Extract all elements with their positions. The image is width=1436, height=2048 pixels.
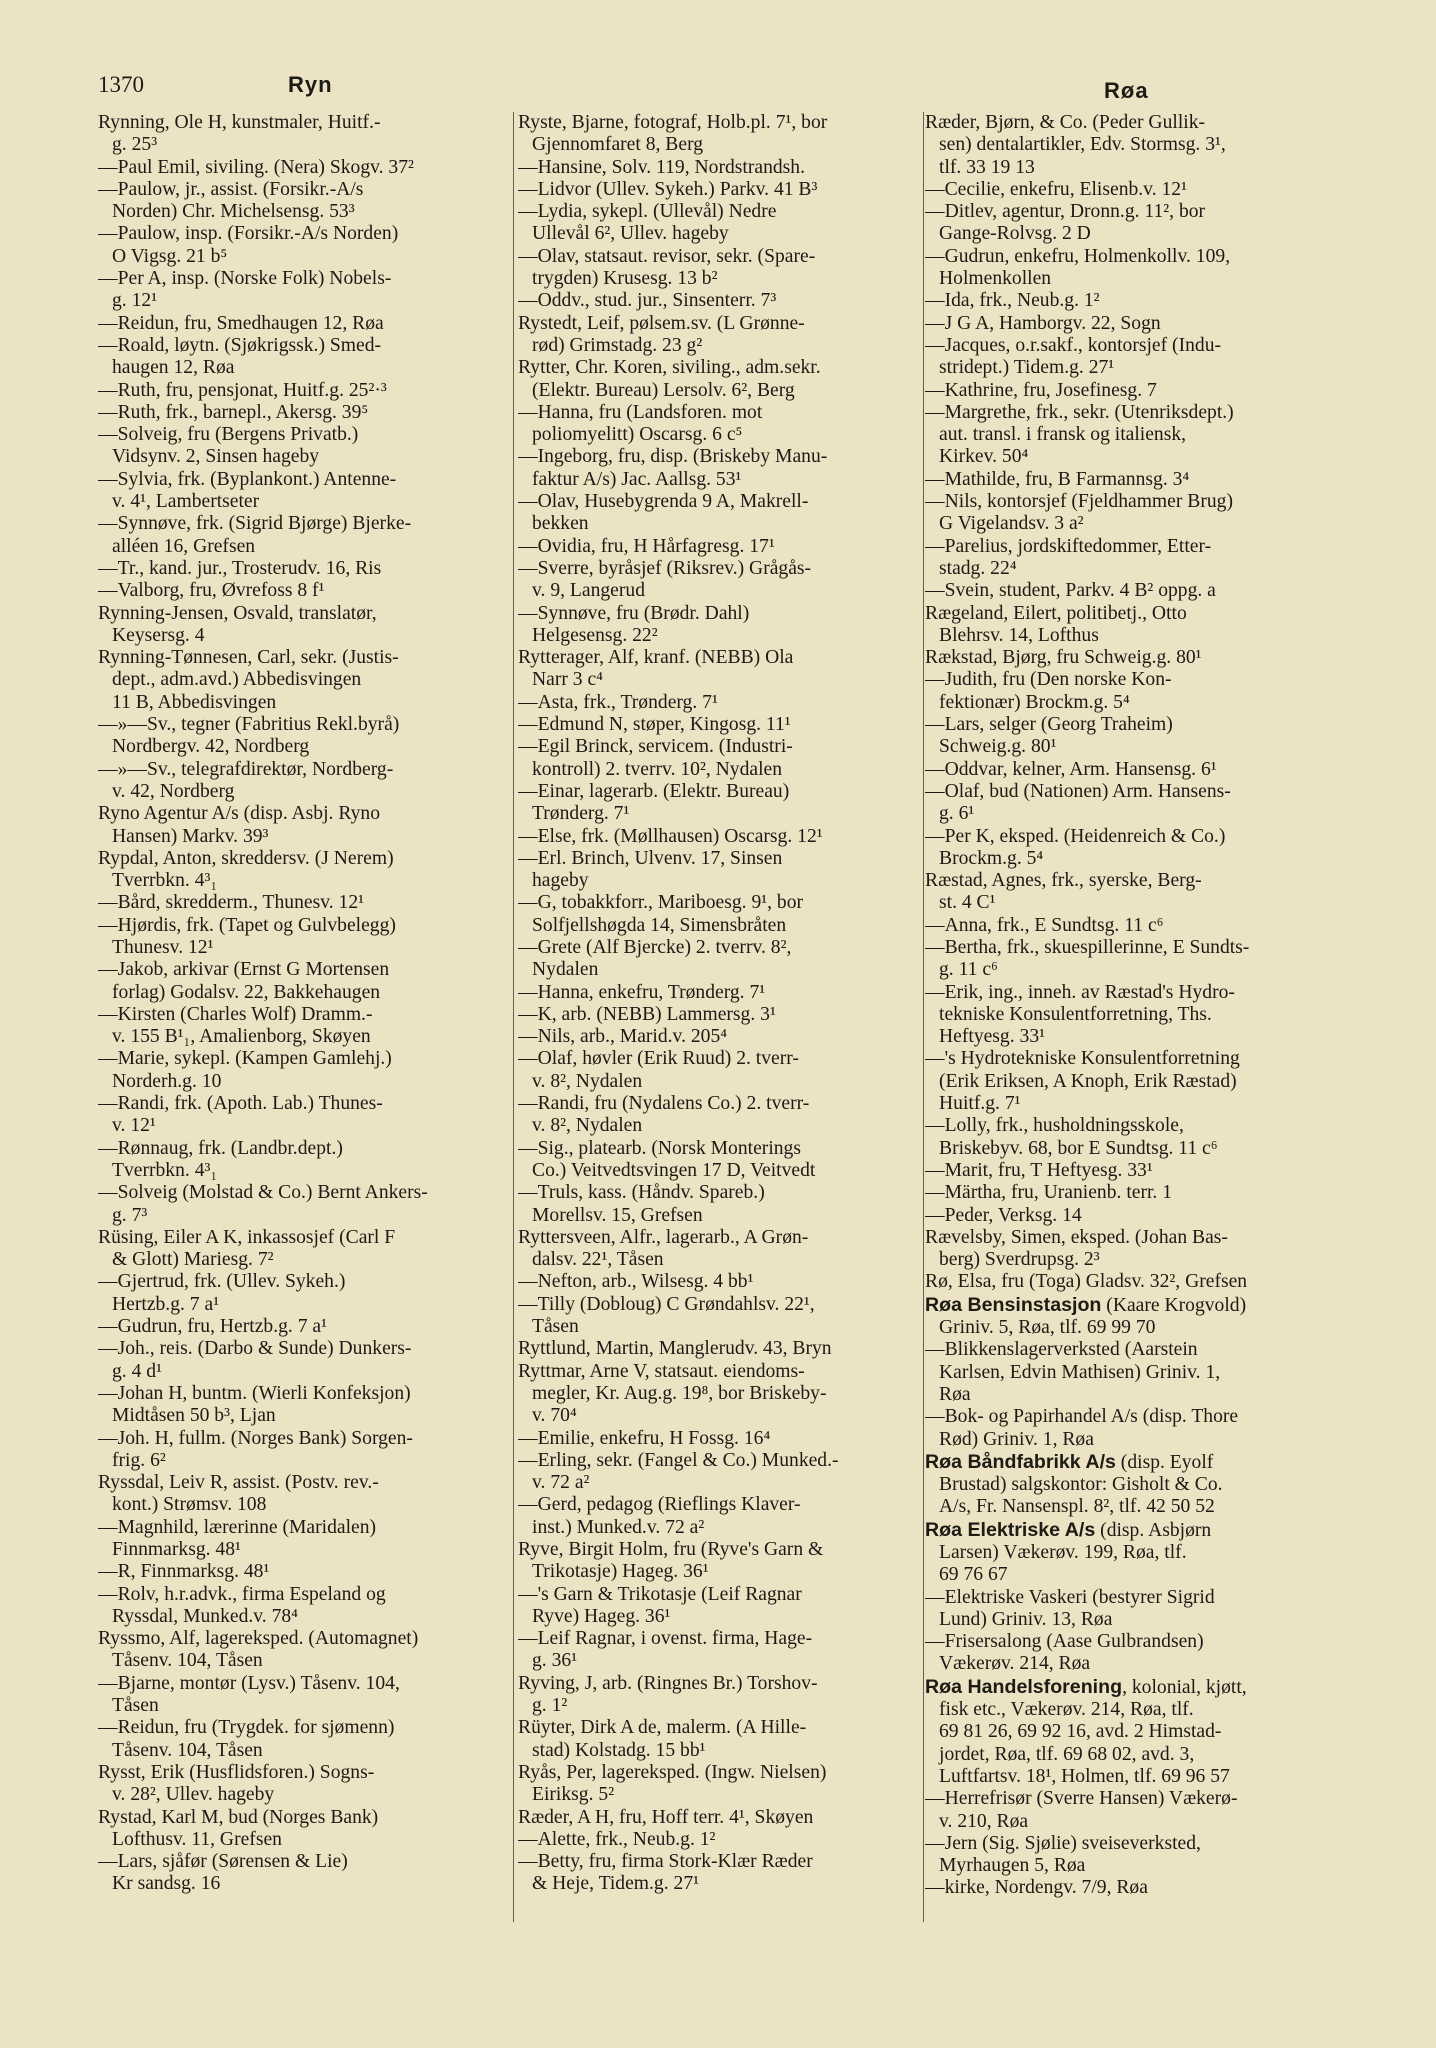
- directory-entry: —Synnøve, fru (Brødr. Dahl) Helgesensg. 22²: [518, 602, 750, 646]
- directory-entry: Rægeland, Eilert, politibetj., Otto Blehrsv. 14, Lofthus: [925, 602, 1187, 646]
- directory-entry: —Jacques, o.r.sakf., kontorsjef (Indu- stridept.) Tidem.g. 27¹: [925, 334, 1222, 379]
- directory-entry: —J G A, Hamborgv. 22, Sogn: [925, 312, 1161, 334]
- directory-entry: —Lars, sjåfør (Sørensen & Lie) Kr sandsg. 16: [98, 1851, 348, 1895]
- directory-entry: —Else, frk. (Møllhausen) Oscarsg. 12¹: [518, 825, 823, 847]
- directory-entry: Rysst, Erik (Husflidsforen.) Sogns- v. 28², Ullev. hageby: [98, 1761, 375, 1806]
- directory-entry: —Gjertrud, frk. (Ullev. Sykeh.) Hertzb.g. 7 a¹: [98, 1271, 346, 1315]
- column-3: [925, 112, 1343, 2032]
- directory-entry: —Lolly, frk., husholdningsskole, Briskebyv. 68, bor E Sundtsg. 11 c⁶: [925, 1115, 1218, 1159]
- directory-entry: —Ditlev, agentur, Dronn.g. 11², bor Gange-Rolvsg. 2 D: [925, 201, 1206, 245]
- directory-entry: —Lydia, sykepl. (Ullevål) Nedre Ullevål 6², Ullev. hageby: [518, 201, 777, 245]
- directory-entry: Rytterager, Alf, kranf. (NEBB) Ola Narr 3 c⁴: [518, 647, 794, 691]
- directory-entry: —»—Sv., tegner (Fabritius Rekl.byrå) Nordbergv. 42, Nordberg: [98, 714, 400, 758]
- directory-entry: —Tilly (Dobloug) C Grøndahlsv. 22¹, Tåsen: [518, 1293, 815, 1338]
- column-1: [98, 112, 508, 2032]
- directory-entry: —Jern (Sig. Sjølie) sveiseverksted, Myrhaugen 5, Røa: [925, 1832, 1201, 1877]
- page-number: 1370: [98, 72, 144, 97]
- directory-entry: —Bård, skredderm., Thunesv. 12¹: [98, 892, 364, 914]
- directory-entry: —Alette, frk., Neub.g. 1²: [518, 1828, 716, 1850]
- directory-entry: —Gudrun, fru, Hertzb.g. 7 a¹: [98, 1316, 327, 1338]
- directory-entry: —Gudrun, enkefru, Holmenkollv. 109, Holmenkollen: [925, 245, 1231, 290]
- directory-entry: —Olav, Husebygrenda 9 A, Makrell- bekken: [518, 491, 809, 535]
- directory-entry: Ræder, A H, fru, Hoff terr. 4¹, Skøyen: [518, 1806, 814, 1828]
- directory-entry: Ryssdal, Leiv R, assist. (Postv. rev.- kont.) Strømsv. 108: [98, 1472, 379, 1516]
- directory-entry: —Roald, løytn. (Sjøkrigssk.) Smed- haugen 12, Røa: [98, 334, 382, 379]
- directory-entry: —Hanna, fru (Landsforen. mot poliomyelitt) Oscarsg. 6 c⁵: [518, 401, 763, 446]
- directory-entry: —Elektriske Vaskeri (bestyrer Sigrid Lund) Griniv. 13, Røa: [925, 1586, 1215, 1630]
- directory-entry: —Judith, fru (Den norske Kon- fektionær) Brockm.g. 5⁴: [925, 669, 1172, 713]
- directory-entry: Rypdal, Anton, skreddersv. (J Nerem) Tverrbkn. 4³₁: [98, 847, 394, 892]
- directory-entry: —Ovidia, fru, H Hårfagresg. 17¹: [518, 535, 775, 557]
- directory-entry: —Magnhild, lærerinne (Maridalen) Finnmarksg. 48¹: [98, 1516, 377, 1560]
- directory-entry: —Hanna, enkefru, Trønderg. 7¹: [518, 981, 766, 1003]
- directory-entry: —Betty, fru, firma Stork-Klær Ræder & Heje, Tidem.g. 27¹: [518, 1851, 813, 1895]
- directory-entry: —Olav, statsaut. revisor, sekr. (Spare- trygden) Krusesg. 13 b²: [518, 245, 816, 290]
- directory-entry: —Sylvia, frk. (Byplankont.) Antenne- v. 4¹, Lambertseter: [98, 468, 397, 513]
- directory-entry: —Grete (Alf Bjercke) 2. tverrv. 8², Nydalen: [518, 936, 792, 981]
- directory-entry: —Joh., reis. (Darbo & Sunde) Dunkers- g. 4 d¹: [98, 1338, 412, 1382]
- directory-entry: —Rønnaug, frk. (Landbr.dept.) Tverrbkn. 4³₁: [98, 1137, 343, 1181]
- directory-entry: Ryttersveen, Alfr., lagerarb., A Grøn- dalsv. 22¹, Tåsen: [518, 1226, 809, 1271]
- directory-entry: —Sig., platearb. (Norsk Monterings Co.) Veitvedtsvingen 17 D, Veitvedt: [518, 1137, 816, 1181]
- directory-entry: —Hjørdis, frk. (Tapet og Gulvbelegg) Thunesv. 12¹: [98, 914, 396, 958]
- directory-entry: —Paul Emil, siviling. (Nera) Skogv. 37²: [98, 156, 414, 178]
- directory-entry: —Kirsten (Charles Wolf) Dramm.- v. 155 B¹₁, Amalienborg, Skøyen: [98, 1003, 373, 1048]
- directory-entry: —Margrethe, frk., sekr. (Utenriksdept.) aut. transl. i fransk og italiensk, Kirkev. 50⁴: [925, 401, 1234, 468]
- directory-entry: —Lars, selger (Georg Traheim) Schweig.g. 80¹: [925, 714, 1173, 758]
- directory-entry: —Reidun, fru, Smedhaugen 12, Røa: [98, 312, 384, 334]
- directory-entry: —Egil Brinck, servicem. (Industri- kontroll) 2. tverrv. 10², Nydalen: [518, 736, 793, 780]
- directory-entry: —Valborg, fru, Øvrefoss 8 f¹: [98, 580, 325, 602]
- directory-entry: —Erik, ing., inneh. av Ræstad's Hydro- tekniske Konsulentforretning, Ths. Heftyesg. 33¹: [925, 981, 1235, 1048]
- directory-entry: —Paulow, jr., assist. (Forsikr.-A/s Norden) Chr. Michelsensg. 53³: [98, 178, 364, 223]
- directory-entry: —Blikkenslagerverksted (Aarstein Karlsen, Edvin Mathisen) Griniv. 1, Røa: [925, 1339, 1221, 1405]
- directory-entry: —Anna, frk., E Sundtsg. 11 c⁶: [925, 914, 1164, 936]
- directory-entry: —Gerd, pedagog (Rieflings Klaver- inst.) Munked.v. 72 a²: [518, 1494, 801, 1538]
- directory-entry: Ræstad, Agnes, frk., syerske, Berg- st. 4 C¹: [925, 870, 1202, 914]
- directory-entry: —Parelius, jordskiftedommer, Etter- stadg. 22⁴: [925, 535, 1212, 579]
- directory-entry: —Olaf, høvler (Erik Ruud) 2. tverr- v. 8², Nydalen: [518, 1048, 799, 1092]
- directory-entry: —Marie, sykepl. (Kampen Gamlehj.) Norderh.g. 10: [98, 1048, 392, 1092]
- directory-entry: Ryno Agentur A/s (disp. Asbj. Ryno Hansen) Markv. 39³: [98, 803, 381, 847]
- directory-entry: Rynning-Tønnesen, Carl, sekr. (Justis- dept., adm.avd.) Abbedisvingen 11 B, Abbedisvingen: [98, 647, 399, 713]
- right-guide-word: Røa: [1104, 78, 1149, 103]
- directory-entry: —Bertha, frk., skuespillerinne, E Sundts- g. 11 c⁶: [925, 936, 1250, 981]
- directory-entry: Rystedt, Leif, pølsem.sv. (L Grønne- rød) Grimstadg. 23 g²: [518, 312, 805, 356]
- directory-entry: —Nils, arb., Marid.v. 205⁴: [518, 1026, 728, 1048]
- directory-entry: —Joh. H, fullm. (Norges Bank) Sorgen- frig. 6²: [98, 1427, 413, 1471]
- directory-entry: —Ruth, frk., barnepl., Akersg. 39⁵: [98, 401, 369, 423]
- directory-entry: —Svein, student, Parkv. 4 B² oppg. a: [925, 580, 1216, 602]
- directory-entry: —Cecilie, enkefru, Elisenb.v. 12¹: [925, 178, 1187, 200]
- directory-entry: —Erling, sekr. (Fangel & Co.) Munked.- v. 72 a²: [518, 1449, 839, 1494]
- directory-entry: —Frisersalong (Aase Gulbrandsen) Vækerøv. 214, Røa: [925, 1631, 1204, 1675]
- directory-entry: —Reidun, fru (Trygdek. for sjømenn) Tåsenv. 104, Tåsen: [98, 1717, 395, 1761]
- directory-entry: Rynning, Ole H, kunstmaler, Huitf.- g. 25³: [98, 112, 381, 156]
- directory-entry: Ryttmar, Arne V, statsaut. eiendoms- megler, Kr. Aug.g. 19⁸, bor Briskeby- v. 70⁴: [518, 1360, 827, 1427]
- directory-entry: Ryås, Per, lagereksped. (Ingw. Nielsen) Eiriksg. 5²: [518, 1761, 827, 1806]
- directory-entry: —Herrefrisør (Sverre Hansen) Vækerø- v. 210, Røa: [925, 1788, 1238, 1832]
- column-divider: [513, 112, 514, 1922]
- directory-entry: —Paulow, insp. (Forsikr.-A/s Norden) O Vigsg. 21 b⁵: [98, 223, 399, 267]
- directory-entry: —Leif Ragnar, i ovenst. firma, Hage- g. 36¹: [518, 1628, 813, 1672]
- directory-entry: Røa Bensinstasjon (Kaare Krogvold) Griniv. 5, Røa, tlf. 69 99 70: [925, 1293, 1247, 1339]
- directory-entry: —Hansine, Solv. 119, Nordstrandsh.: [518, 156, 805, 178]
- directory-entry: —Solveig (Molstad & Co.) Bernt Ankers- g. 7³: [98, 1182, 428, 1226]
- directory-entry: —Oddv., stud. jur., Sinsenterr. 7³: [518, 290, 777, 312]
- directory-entry: Ryve, Birgit Holm, fru (Ryve's Garn & Trikotasje) Hageg. 36¹: [518, 1539, 824, 1583]
- directory-entry: —Oddvar, kelner, Arm. Hansensg. 6¹: [925, 758, 1217, 780]
- directory-entry: Ryttlund, Martin, Manglerudv. 43, Bryn: [518, 1338, 832, 1360]
- directory-entry: Rytter, Chr. Koren, siviling., adm.sekr. (Elektr. Bureau) Lersolv. 6², Berg: [518, 357, 821, 401]
- directory-entry: —kirke, Nordengv. 7/9, Røa: [925, 1877, 1148, 1899]
- directory-entry: Rynning-Jensen, Osvald, translatør, Keysersg. 4: [98, 602, 377, 646]
- directory-entry: —Bok- og Papirhandel A/s (disp. Thore Rød) Griniv. 1, Røa: [925, 1406, 1239, 1450]
- directory-entry: —Ruth, fru, pensjonat, Huitf.g. 25²·³: [98, 379, 387, 401]
- directory-entry: —Per K, eksped. (Heidenreich & Co.) Brockm.g. 5⁴: [925, 825, 1226, 869]
- directory-entry: —Nefton, arb., Wilsesg. 4 bb¹: [518, 1271, 754, 1293]
- directory-entry: —Sverre, byråsjef (Riksrev.) Grågås- v. 9, Langerud: [518, 557, 812, 602]
- directory-entry: —Jakob, arkivar (Ernst G Mortensen forlag) Godalsv. 22, Bakkehaugen: [98, 959, 390, 1003]
- directory-entry: —Randi, frk. (Apoth. Lab.) Thunes- v. 12¹: [98, 1093, 383, 1137]
- directory-entry: —R, Finnmarksg. 48¹: [98, 1561, 270, 1583]
- directory-entry: —Lidvor (Ullev. Sykeh.) Parkv. 41 B³: [518, 178, 818, 200]
- directory-entry: —Per A, insp. (Norske Folk) Nobels- g. 12¹: [98, 268, 392, 312]
- directory-entry: —Edmund N, støper, Kingosg. 11¹: [518, 714, 791, 736]
- directory-entry: —Erl. Brinch, Ulvenv. 17, Sinsen hageby: [518, 847, 783, 892]
- directory-entry: —Asta, frk., Trønderg. 7¹: [518, 691, 718, 713]
- directory-entry: Røa Handelsforening, kolonial, kjøtt, fisk etc., Vækerøv. 214, Røa, tlf. 69 81 26, 69 92 16, avd. 2 Himstad- jordet, Røa, tlf. 69 68 02, avd. 3, Luftfartsv. 18¹, Holmen, tlf. 69 96 57: [925, 1675, 1247, 1787]
- directory-entry: —Emilie, enkefru, H Fossg. 16⁴: [518, 1427, 771, 1449]
- directory-entry: —Marit, fru, T Heftyesg. 33¹: [925, 1159, 1153, 1181]
- directory-entry: —Rolv, h.r.advk., firma Espeland og Ryssdal, Munked.v. 78⁴: [98, 1583, 386, 1627]
- directory-entry: —Ida, frk., Neub.g. 1²: [925, 290, 1100, 312]
- directory-entry: Ræder, Bjørn, & Co. (Peder Gullik- sen) dentalartikler, Edv. Stormsg. 3¹, tlf. 33 19 13: [925, 112, 1226, 178]
- directory-entry: —Ingeborg, fru, disp. (Briskeby Manu- faktur A/s) Jac. Aallsg. 53¹: [518, 446, 828, 490]
- directory-entry: —Peder, Verksg. 14: [925, 1204, 1082, 1226]
- directory-entry: —Synnøve, frk. (Sigrid Bjørge) Bjerke- alléen 16, Grefsen: [98, 513, 412, 557]
- directory-entry: —Olaf, bud (Nationen) Arm. Hansens- g. 6¹: [925, 780, 1231, 825]
- directory-entry: —Tr., kand. jur., Trosterudv. 16, Ris: [98, 557, 382, 579]
- directory-entry: —Märtha, fru, Uranienb. terr. 1: [925, 1182, 1173, 1204]
- directory-entry: —'s Garn & Trikotasje (Leif Ragnar Ryve) Hageg. 36¹: [518, 1583, 802, 1627]
- directory-entry: —Nils, kontorsjef (Fjeldhammer Brug) G Vigelandsv. 3 a²: [925, 491, 1234, 535]
- directory-entry: —Kathrine, fru, Josefinesg. 7: [925, 379, 1157, 401]
- directory-entry: Røa Båndfabrikk A/s (disp. Eyolf Brustad) salgskontor: Gisholt & Co. A/s, Fr. Nansenspl. 8², tlf. 42 50 52: [925, 1450, 1223, 1518]
- directory-entry: Ryssmo, Alf, lagereksped. (Automagnet) Tåsenv. 104, Tåsen: [98, 1628, 419, 1672]
- column-2: [518, 112, 926, 2032]
- directory-entry: —Johan H, buntm. (Wierli Konfeksjon) Midtåsen 50 b³, Ljan: [98, 1382, 411, 1427]
- directory-entry: —Solveig, fru (Bergens Privatb.) Vidsynv. 2, Sinsen hageby: [98, 424, 359, 468]
- directory-entry: —Mathilde, fru, B Farmannsg. 3⁴: [925, 468, 1190, 490]
- directory-entry: —'s Hydrotekniske Konsulentforretning (Erik Eriksen, A Knoph, Erik Ræstad) Huitf.g. 7¹: [925, 1048, 1240, 1115]
- directory-entry: —Bjarne, montør (Lysv.) Tåsenv. 104, Tåsen: [98, 1672, 400, 1717]
- directory-entry: —»—Sv., telegrafdirektør, Nordberg- v. 42, Nordberg: [98, 758, 394, 802]
- directory-entry: Rystad, Karl M, bud (Norges Bank) Lofthusv. 11, Grefsen: [98, 1806, 379, 1850]
- directory-entry: Ryste, Bjarne, fotograf, Holb.pl. 7¹, bor Gjennomfaret 8, Berg: [518, 112, 828, 156]
- directory-entry: Rüyter, Dirk A de, malerm. (A Hille- stad) Kolstadg. 15 bb¹: [518, 1717, 807, 1761]
- directory-entry: —K, arb. (NEBB) Lammersg. 3¹: [518, 1003, 776, 1025]
- directory-entry: —Randi, fru (Nydalens Co.) 2. tverr- v. 8², Nydalen: [518, 1093, 810, 1137]
- left-guide-word: Ryn: [288, 72, 333, 97]
- directory-entry: —Einar, lagerarb. (Elektr. Bureau) Trønderg. 7¹: [518, 780, 790, 825]
- directory-entry: Røa Elektriske A/s (disp. Asbjørn Larsen) Vækerøv. 199, Røa, tlf. 69 76 67: [925, 1518, 1212, 1586]
- directory-entry: Ryving, J, arb. (Ringnes Br.) Torshov- g. 1²: [518, 1672, 818, 1717]
- directory-entry: Rævelsby, Simen, eksped. (Johan Bas- berg) Sverdrupsg. 2³: [925, 1226, 1228, 1271]
- directory-entry: Rø, Elsa, fru (Toga) Gladsv. 32², Grefsen: [925, 1271, 1248, 1293]
- directory-entry: Rüsing, Eiler A K, inkassosjef (Carl F & Glott) Mariesg. 7²: [98, 1226, 396, 1271]
- directory-entry: Rækstad, Bjørg, fru Schweig.g. 80¹: [925, 647, 1202, 669]
- directory-entry: —Truls, kass. (Håndv. Spareb.) Morellsv. 15, Grefsen: [518, 1182, 765, 1226]
- directory-entry: —G, tobakkforr., Mariboesg. 9¹, bor Solfjellshøgda 14, Simensbråten: [518, 892, 804, 936]
